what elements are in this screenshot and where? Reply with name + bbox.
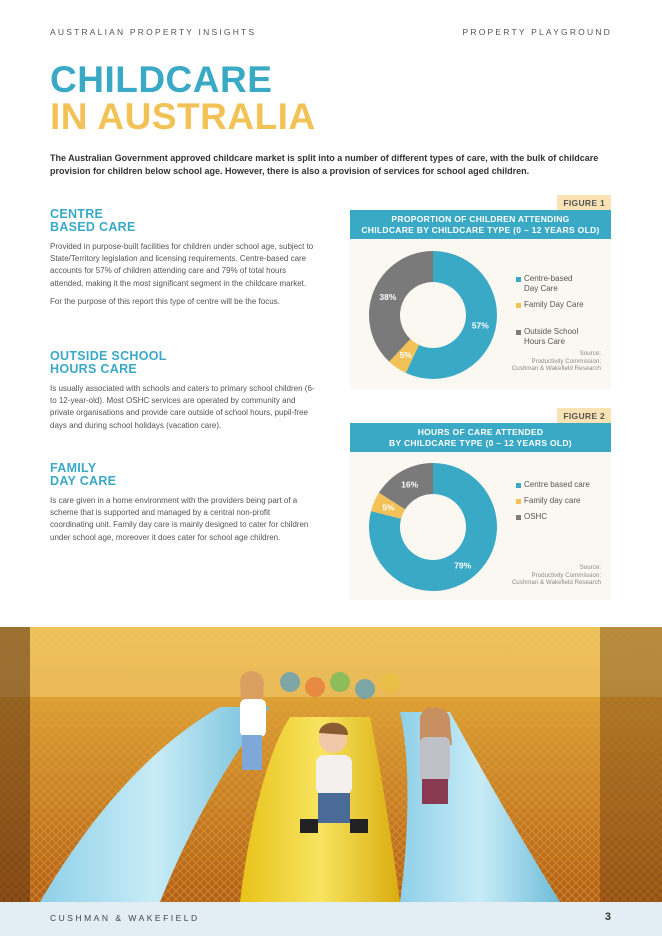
page-title-line1: CHILDCARE bbox=[50, 59, 273, 100]
legend-label: Hours Care bbox=[524, 337, 565, 346]
legend-swatch bbox=[516, 277, 521, 282]
section-text-centre bbox=[50, 241, 315, 314]
figure-1 bbox=[350, 210, 611, 389]
slice-label: 5% bbox=[382, 502, 395, 513]
legend-swatch bbox=[516, 330, 521, 335]
legend-label: Day Care bbox=[524, 284, 558, 293]
figure-2-tag: FIGURE 2 bbox=[557, 408, 611, 424]
figure-title-line: BY CHILDCARE TYPE (0 – 12 YEARS OLD) bbox=[389, 437, 572, 448]
figure-2-source bbox=[512, 564, 601, 587]
source-line: Productivity Commission; bbox=[531, 357, 601, 365]
legend-item-oshc bbox=[516, 512, 547, 522]
legend-item-family bbox=[516, 496, 580, 506]
figure-title-line: CHILDCARE BY CHILDCARE TYPE (0 – 12 YEARS OLD) bbox=[361, 224, 600, 235]
paragraph: Provided in purpose-built facilities for children under school age, subject to State/Territory legislation and licensing requirements. Centre-based care accounts for 57% of children attending care and 79% of total hours attended, making it the most significant segment in the childcare market. bbox=[50, 242, 314, 288]
heading-line: FAMILY bbox=[50, 461, 97, 475]
legend-item-oshc bbox=[516, 327, 578, 347]
section-text-oshc bbox=[50, 383, 315, 438]
source-line: Productivity Commission; bbox=[531, 571, 601, 579]
heading-line: DAY CARE bbox=[50, 474, 117, 488]
legend-label: OSHC bbox=[524, 512, 548, 521]
heading-line: HOURS CARE bbox=[50, 362, 138, 376]
source-line: Cushman & Wakefield Research bbox=[511, 579, 601, 586]
photo-illustration bbox=[0, 627, 662, 902]
figure-2-title bbox=[350, 423, 611, 452]
legend-swatch bbox=[516, 303, 521, 308]
slice-label: 38% bbox=[379, 292, 397, 303]
figure-2 bbox=[350, 423, 611, 600]
page-number: 3 bbox=[604, 911, 611, 923]
header-right: PROPERTY PLAYGROUND bbox=[462, 27, 612, 37]
figure-1-source bbox=[512, 350, 601, 373]
legend-item-family bbox=[516, 300, 584, 310]
donut-chart-1 bbox=[363, 245, 503, 385]
section-heading-family bbox=[50, 462, 310, 488]
heading-line: BASED CARE bbox=[50, 220, 136, 234]
figure-title-line: HOURS OF CARE ATTENDED bbox=[417, 427, 544, 437]
donut-slice-3 bbox=[369, 251, 433, 362]
donut-chart-2 bbox=[363, 457, 503, 597]
legend-label: Family Day Care bbox=[524, 300, 584, 309]
legend-swatch bbox=[516, 499, 521, 504]
section-heading-oshc bbox=[50, 350, 310, 376]
figure-1-tag: FIGURE 1 bbox=[557, 195, 611, 211]
paragraph: Is care given in a home environment with the providers being part of a scheme that is supported and managed by a central non-profit coordinating unit. Family day care is mainly designed to cater for children under school age, moreover it does cater for school age children. bbox=[50, 496, 309, 542]
source-line: Source: bbox=[579, 350, 601, 357]
figure-title-line: PROPORTION OF CHILDREN ATTENDING bbox=[391, 214, 570, 224]
legend-item-centre bbox=[516, 274, 572, 294]
children-on-slide-photo bbox=[0, 627, 662, 902]
intro-paragraph: The Australian Government approved childcare market is split into a number of different types of care, with the bulk of childcare provision for children below school age. However, there is also a provision of services for school aged children. bbox=[50, 153, 599, 176]
figure-1-title bbox=[350, 210, 611, 239]
section-text-family bbox=[50, 495, 315, 550]
paragraph: For the purpose of this report this type of centre will be the focus. bbox=[50, 296, 280, 306]
slice-label: 5% bbox=[399, 350, 412, 361]
slice-label: 16% bbox=[401, 479, 419, 490]
section-heading-centre bbox=[50, 208, 310, 234]
legend-label: Centre based care bbox=[524, 480, 590, 489]
slice-label: 57% bbox=[471, 320, 489, 331]
page-title-line2: IN AUSTRALIA bbox=[50, 96, 316, 137]
legend-item-centre bbox=[516, 480, 590, 490]
header-left: AUSTRALIAN PROPERTY INSIGHTS bbox=[50, 27, 257, 37]
legend-label: Family day care bbox=[524, 496, 581, 505]
source-line: Source: bbox=[579, 564, 601, 571]
paragraph: Is usually associated with schools and caters to primary school children (6- to 12-year-old). Most OSHC services are operated by community and private organisations and provide care outside of school hours, pupil-free days and during school holidays (vacation care). bbox=[50, 384, 315, 430]
legend-label: Outside School bbox=[524, 327, 579, 336]
legend-label: Centre-based bbox=[524, 274, 573, 283]
heading-line: CENTRE bbox=[50, 207, 104, 221]
legend-swatch bbox=[516, 483, 521, 488]
footer bbox=[0, 902, 662, 936]
running-header bbox=[50, 27, 612, 39]
legend-swatch bbox=[516, 515, 521, 520]
footer-brand: CUSHMAN & WAKEFIELD bbox=[50, 913, 200, 923]
slice-label: 79% bbox=[454, 560, 472, 571]
source-line: Cushman & Wakefield Research bbox=[511, 365, 601, 372]
heading-line: OUTSIDE SCHOOL bbox=[50, 349, 167, 363]
